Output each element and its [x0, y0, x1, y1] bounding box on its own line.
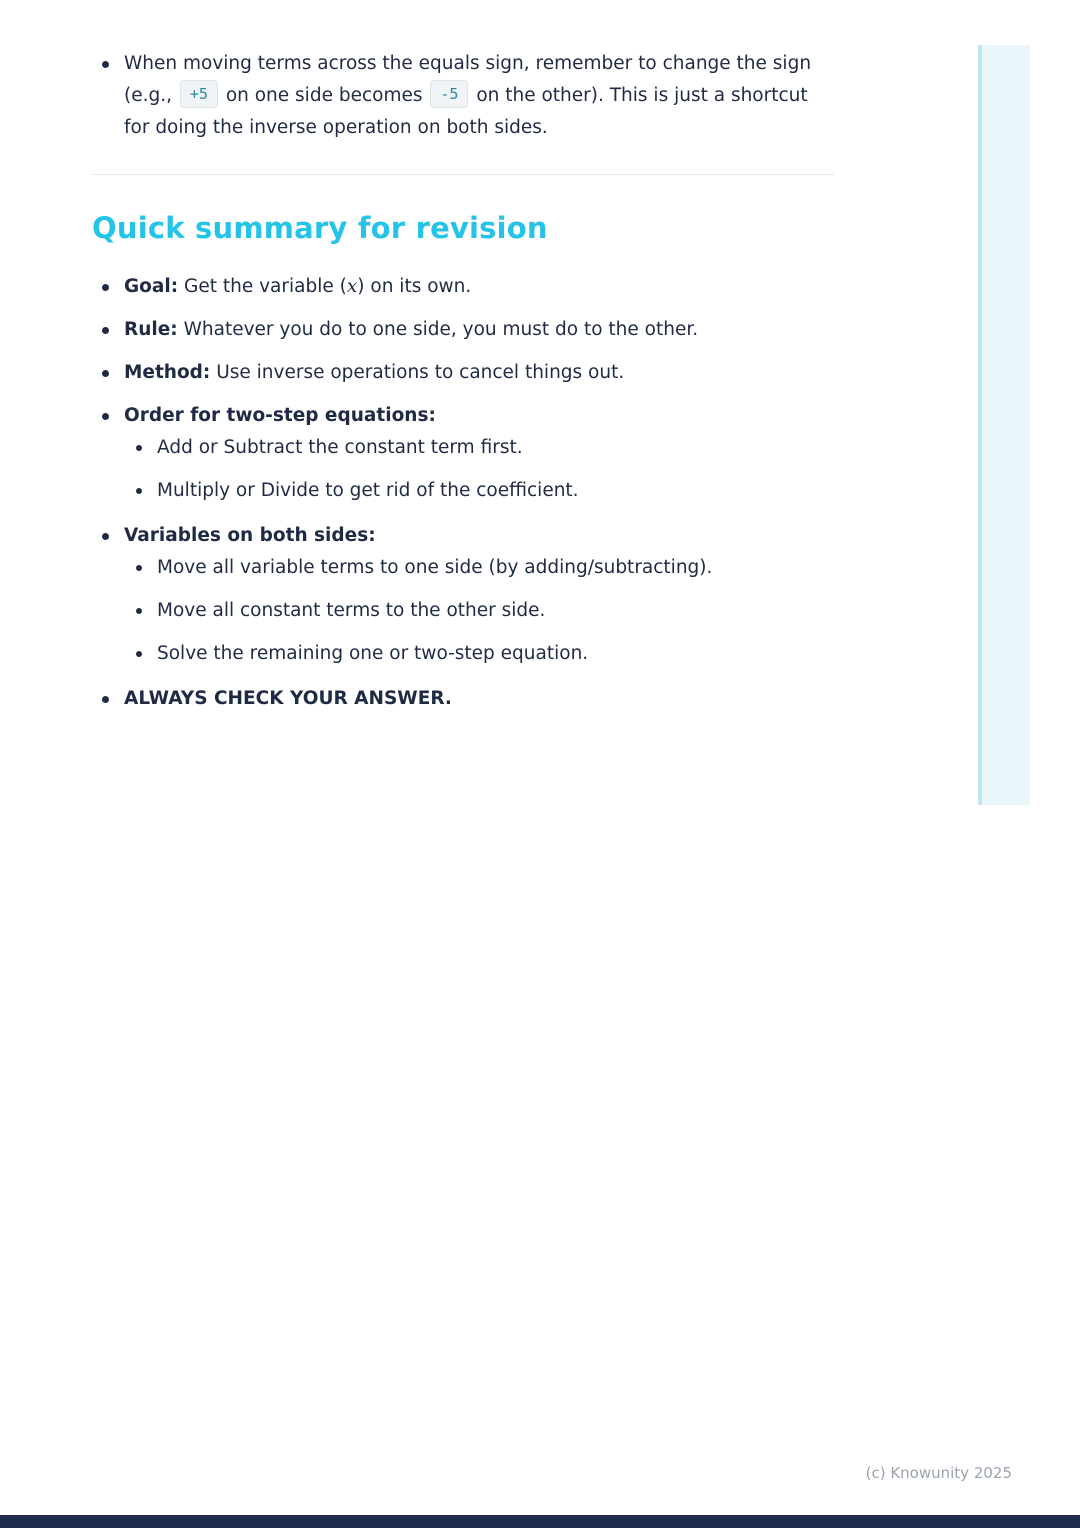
intro-note-list: [92, 48, 834, 144]
summary-item-goal: [92, 271, 834, 303]
variables-sub-text-1: Move all variable terms to one side (by adding/subtracting).: [157, 557, 713, 578]
goal-label: Goal:: [124, 276, 179, 297]
check-answer-label: ALWAYS CHECK YOUR ANSWER.: [124, 688, 452, 709]
variables-sub-item: [124, 638, 834, 670]
order-sub-text-2: Multiply or Divide to get rid of the coefficient.: [157, 480, 579, 501]
variables-sub-item: [124, 552, 834, 584]
rule-text: Whatever you do to one side, you must do to the other.: [177, 319, 699, 340]
section-heading: Quick summary for revision: [92, 211, 548, 245]
math-variable-x: x: [346, 276, 358, 297]
section-divider: [92, 174, 834, 175]
order-sub-list: [124, 432, 834, 507]
plus-five-badge: +5: [180, 80, 218, 108]
summary-item-order: [92, 400, 834, 507]
minus-five-badge: -5: [430, 80, 468, 108]
intro-text-end: on the other). This is just a shortcut for doing the inverse operation on both sides.: [124, 85, 808, 138]
variables-sub-text-3: Solve the remaining one or two-step equation.: [157, 643, 589, 664]
goal-text-pre: Get the variable (: [178, 276, 347, 297]
summary-list: [92, 271, 834, 715]
method-label: Method:: [124, 362, 211, 383]
page-content: [92, 48, 834, 726]
bottom-accent-bar: [0, 1515, 1080, 1528]
footer-credit: (c) Knowunity 2025: [865, 1464, 1012, 1482]
variables-sub-text-2: Move all constant terms to the other side.: [157, 600, 546, 621]
summary-item-rule: [92, 314, 834, 346]
order-sub-text-1: Add or Subtract the constant term first.: [157, 437, 523, 458]
goal-text-post: ) on its own.: [357, 276, 472, 297]
intro-text-middle: on one side becomes: [219, 85, 429, 106]
summary-item-variables: [92, 520, 834, 670]
variables-sub-item: [124, 595, 834, 627]
summary-item-check-answer: [92, 683, 834, 715]
decorative-side-stripe: [978, 45, 1030, 805]
order-sub-item: [124, 432, 834, 464]
intro-note-item: [92, 48, 834, 144]
summary-item-method: [92, 357, 834, 389]
rule-label: Rule:: [124, 319, 178, 340]
order-sub-item: [124, 475, 834, 507]
intro-text-start: When moving terms across the equals sign, remember to change the sign (e.g.,: [124, 53, 812, 106]
variables-sub-list: [124, 552, 834, 670]
variables-label: Variables on both sides:: [124, 525, 376, 546]
method-text: Use inverse operations to cancel things out.: [210, 362, 625, 383]
order-label: Order for two-step equations:: [124, 405, 436, 426]
